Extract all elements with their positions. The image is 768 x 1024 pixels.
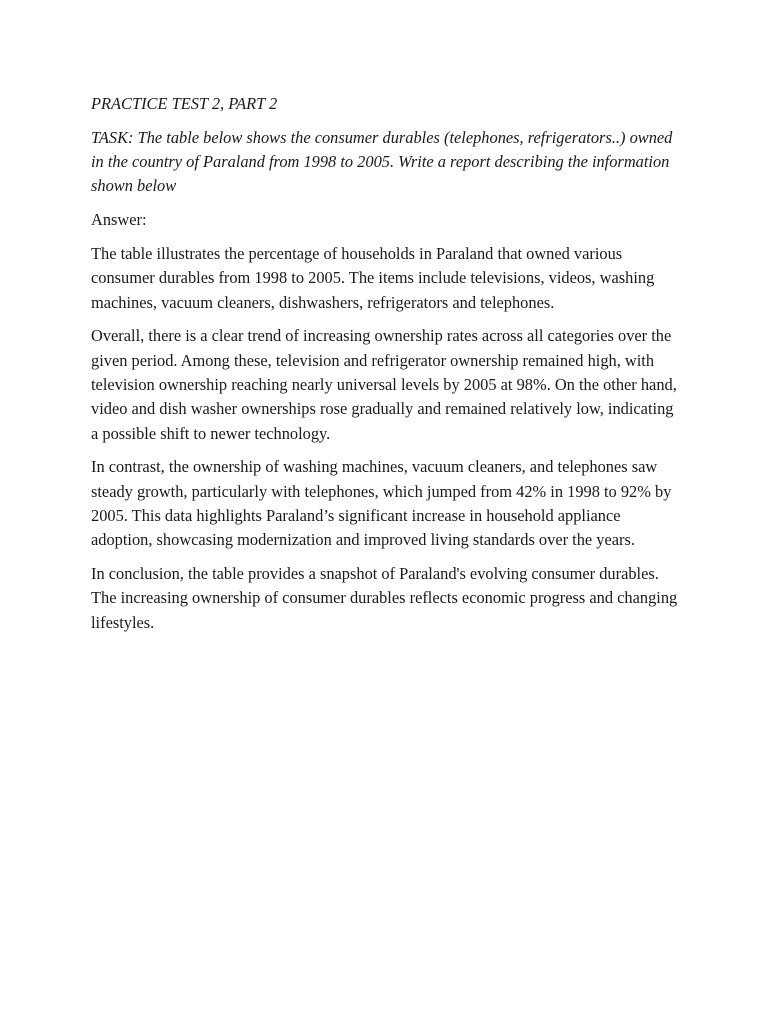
paragraph-conclusion: In conclusion, the table provides a snapshot of Paraland's evolving consumer durables. The increasing ownership of consumer durables reflects economic progress and changing lifestyles.	[91, 564, 678, 632]
paragraph-details: In contrast, the ownership of washing machines, vacuum cleaners, and telephones saw steady growth, particularly with telephones, which jumped from 42% in 1998 to 92% by 2005. This data highlights Paraland’s significant increase in household appliance adoption, showcasing modernization and improved living standards over the years.	[91, 457, 672, 550]
document-page	[91, 92, 683, 644]
task-prompt: TASK: The table below shows the consumer durables (telephones, refrigerators..) owned in the country of Paraland from 1998 to 2005. Write a report describing the information shown below	[91, 127, 673, 196]
document-heading: PRACTICE TEST 2, PART 2	[91, 94, 278, 113]
paragraph-overview: Overall, there is a clear trend of increasing ownership rates across all categories over the given period. Among these, television and refrigerator ownership remained high, with television ownership reaching nearly universal levels by 2005 at 98%. On the other hand, video and dish washer ownerships rose gradually and remained relatively low, indicating a possible shift to newer technology.	[91, 326, 677, 443]
answer-label: Answer:	[91, 210, 147, 230]
paragraph-introduction: The table illustrates the percentage of households in Paraland that owned various consumer durables from 1998 to 2005. The items include televisions, videos, washing machines, vacuum cleaners, dishwashers, refrigerators and telephones.	[91, 243, 655, 312]
